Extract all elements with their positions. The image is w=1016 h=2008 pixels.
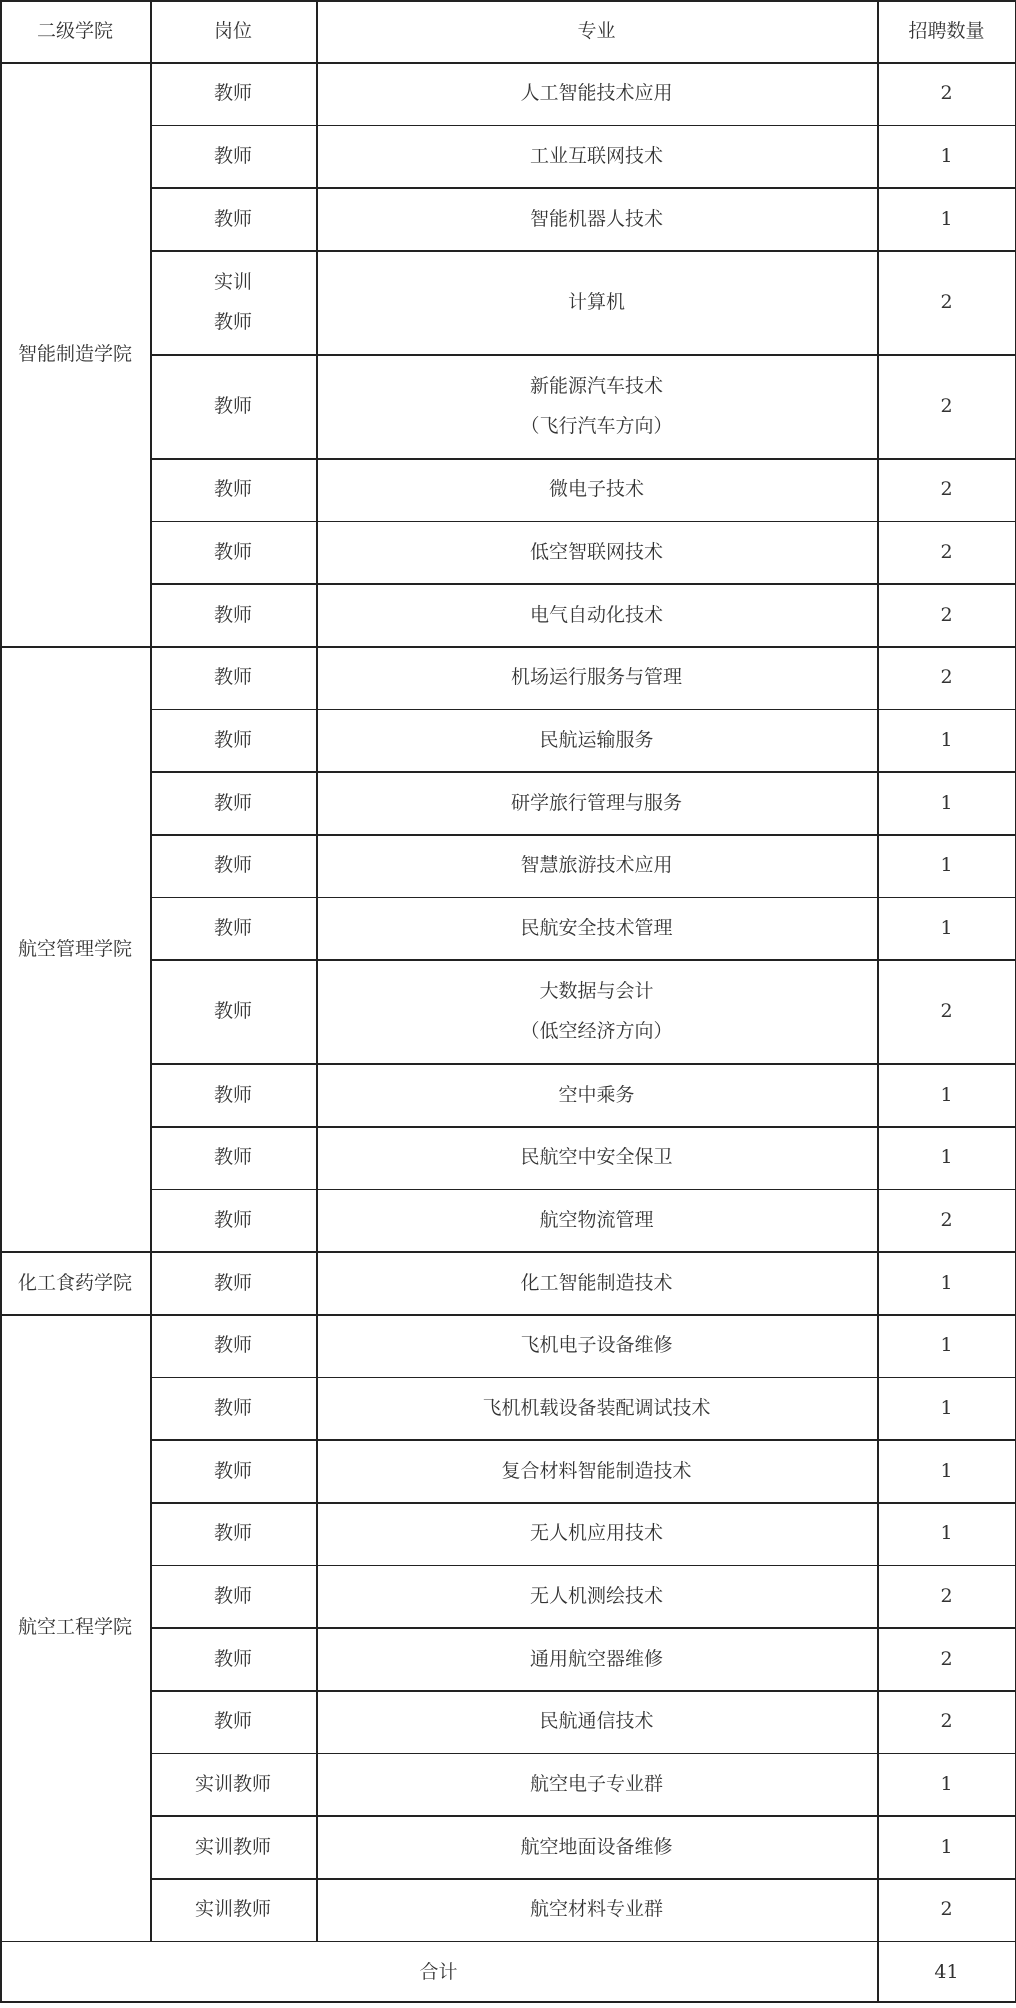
count-cell-text: 1 xyxy=(940,917,953,940)
major-cell xyxy=(316,1189,877,1252)
major-cell-text: 电气自动化技术 xyxy=(529,603,663,626)
major-cell-text: 航空电子专业群 xyxy=(529,1773,663,1796)
position-cell xyxy=(150,1502,316,1565)
major-cell xyxy=(316,62,877,125)
major-cell-text: 民航安全技术管理 xyxy=(520,917,673,940)
count-cell-text: 1 xyxy=(940,1397,953,1420)
major-cell-text: 智能机器人技术 xyxy=(529,207,663,230)
position-cell xyxy=(150,1878,316,1941)
count-cell xyxy=(877,187,1016,250)
major-cell-text: 微电子技术 xyxy=(548,478,644,501)
position-cell xyxy=(150,771,316,834)
position-cell xyxy=(150,1565,316,1628)
count-cell-text: 1 xyxy=(940,1773,953,1796)
major-cell-text: 化工智能制造技术 xyxy=(520,1271,673,1294)
major-cell xyxy=(316,1126,877,1189)
header-major-text: 专业 xyxy=(577,20,616,42)
total-label xyxy=(0,1941,877,2003)
major-cell-text: 无人机应用技术 xyxy=(529,1522,663,1545)
major-cell xyxy=(316,458,877,521)
count-cell xyxy=(877,1189,1016,1252)
position-cell xyxy=(150,1063,316,1126)
count-cell xyxy=(877,1565,1016,1628)
position-cell xyxy=(150,959,316,1063)
position-cell-text: 教师 xyxy=(213,791,252,814)
position-cell-text: 教师 xyxy=(213,1000,252,1023)
major-cell xyxy=(316,1377,877,1440)
major-cell xyxy=(316,897,877,960)
col-divider-position xyxy=(316,0,318,1941)
count-cell xyxy=(877,1377,1016,1440)
count-cell xyxy=(877,1753,1016,1816)
position-cell-text: 教师 xyxy=(213,1710,252,1733)
count-cell-text: 2 xyxy=(940,291,953,313)
position-cell-text: 教师 xyxy=(213,478,252,501)
major-cell xyxy=(316,583,877,646)
count-cell xyxy=(877,583,1016,646)
header-major xyxy=(316,0,877,62)
count-cell xyxy=(877,1063,1016,1126)
position-cell xyxy=(150,646,316,709)
position-cell xyxy=(150,1690,316,1753)
count-cell xyxy=(877,1690,1016,1753)
major-cell-text: 飞机电子设备维修 xyxy=(520,1334,673,1357)
major-cell-text: 研学旅行管理与服务 xyxy=(510,791,682,814)
position-cell-text: 教师 xyxy=(213,1083,252,1106)
major-cell xyxy=(316,125,877,188)
position-cell xyxy=(150,1377,316,1440)
major-cell xyxy=(316,646,877,709)
college-cell-text: 航空管理学院 xyxy=(17,937,132,960)
position-cell xyxy=(150,1251,316,1314)
position-cell-text: 实训 xyxy=(213,271,252,293)
count-cell-text: 2 xyxy=(940,395,953,417)
count-cell xyxy=(877,1251,1016,1314)
position-cell-text: 教师 xyxy=(213,1146,252,1169)
major-cell xyxy=(316,1565,877,1628)
header-college xyxy=(0,0,150,62)
total-count-text: 41 xyxy=(934,1960,959,1983)
position-cell xyxy=(150,1753,316,1816)
col-divider-major xyxy=(877,0,879,2003)
position-cell xyxy=(150,1439,316,1502)
position-cell-text: 教师 xyxy=(213,603,252,626)
count-cell-text: 2 xyxy=(940,1209,953,1232)
position-cell-text: 教师 xyxy=(213,1459,252,1482)
count-cell xyxy=(877,1815,1016,1878)
position-cell xyxy=(150,1314,316,1377)
count-cell-text: 1 xyxy=(940,791,953,814)
major-cell-text: 人工智能技术应用 xyxy=(520,82,673,105)
position-cell-text: 教师 xyxy=(213,917,252,940)
count-cell xyxy=(877,1627,1016,1690)
count-cell-text: 2 xyxy=(940,1710,953,1733)
position-cell-text: 教师 xyxy=(213,1397,252,1420)
major-cell-text: 民航运输服务 xyxy=(539,729,654,752)
major-cell-text: 工业互联网技术 xyxy=(529,144,663,167)
col-divider-college xyxy=(150,0,152,1941)
count-cell-text: 1 xyxy=(940,729,953,752)
count-cell-text: 2 xyxy=(940,1647,953,1670)
position-cell-text: 教师 xyxy=(213,854,252,877)
major-cell xyxy=(316,834,877,897)
count-cell xyxy=(877,1878,1016,1941)
count-cell xyxy=(877,771,1016,834)
count-cell-text: 1 xyxy=(940,1522,953,1545)
position-cell-text: 教师 xyxy=(213,1647,252,1670)
college-cell-text: 智能制造学院 xyxy=(17,343,132,365)
major-cell-text: （低空经济方向） xyxy=(520,1020,673,1043)
major-cell-text: 航空物流管理 xyxy=(539,1209,654,1232)
position-cell-text: 教师 xyxy=(213,666,252,689)
table-border-bottom xyxy=(0,2001,1016,2003)
count-cell-text: 2 xyxy=(940,478,953,501)
major-cell xyxy=(316,354,877,458)
position-cell xyxy=(150,1126,316,1189)
count-cell xyxy=(877,521,1016,584)
header-position xyxy=(150,0,316,62)
total-count xyxy=(877,1941,1016,2003)
position-cell xyxy=(150,250,316,354)
position-cell xyxy=(150,354,316,458)
college-cell-text: 化工食药学院 xyxy=(17,1271,132,1294)
major-cell-text: 民航空中安全保卫 xyxy=(520,1146,673,1169)
count-cell-text: 1 xyxy=(940,854,953,877)
major-cell xyxy=(316,959,877,1063)
total-label-text: 合计 xyxy=(419,1960,458,1983)
major-cell xyxy=(316,1314,877,1377)
major-cell xyxy=(316,187,877,250)
position-cell xyxy=(150,521,316,584)
major-cell-text: 飞机机载设备装配调试技术 xyxy=(482,1397,711,1420)
major-cell xyxy=(316,1878,877,1941)
count-cell-text: 2 xyxy=(940,666,953,689)
college-cell xyxy=(0,62,150,646)
position-cell-text: 教师 xyxy=(213,395,252,417)
major-cell-text: 复合材料智能制造技术 xyxy=(501,1459,692,1482)
major-cell xyxy=(316,1690,877,1753)
major-cell xyxy=(316,250,877,354)
major-cell-text: 民航通信技术 xyxy=(539,1710,654,1733)
major-cell xyxy=(316,1439,877,1502)
count-cell-text: 1 xyxy=(940,1459,953,1482)
position-cell-text: 教师 xyxy=(213,207,252,230)
count-cell xyxy=(877,354,1016,458)
major-cell-text: 机场运行服务与管理 xyxy=(510,666,682,689)
count-cell xyxy=(877,62,1016,125)
position-cell-text: 教师 xyxy=(213,1209,252,1232)
major-cell xyxy=(316,1063,877,1126)
header-count-text: 招聘数量 xyxy=(908,20,985,42)
position-cell xyxy=(150,125,316,188)
header-count xyxy=(877,0,1016,62)
position-cell xyxy=(150,834,316,897)
college-cell xyxy=(0,646,150,1251)
major-cell xyxy=(316,1815,877,1878)
position-cell xyxy=(150,187,316,250)
position-cell xyxy=(150,62,316,125)
count-cell xyxy=(877,1439,1016,1502)
count-cell xyxy=(877,1126,1016,1189)
major-cell-text: 航空地面设备维修 xyxy=(520,1835,673,1858)
position-cell xyxy=(150,897,316,960)
count-cell xyxy=(877,250,1016,354)
count-cell xyxy=(877,125,1016,188)
major-cell xyxy=(316,1502,877,1565)
count-cell-text: 1 xyxy=(940,1835,953,1858)
major-cell xyxy=(316,1627,877,1690)
header-position-text: 岗位 xyxy=(213,20,252,42)
position-cell-text: 教师 xyxy=(213,541,252,563)
major-cell-text: （飞行汽车方向） xyxy=(520,415,673,437)
count-cell xyxy=(877,834,1016,897)
position-cell xyxy=(150,1627,316,1690)
major-cell xyxy=(316,1753,877,1816)
count-cell xyxy=(877,646,1016,709)
major-cell-text: 新能源汽车技术 xyxy=(529,375,663,397)
count-cell-text: 2 xyxy=(940,1585,953,1608)
position-cell-text: 教师 xyxy=(213,1585,252,1608)
position-cell-text: 实训教师 xyxy=(194,1898,271,1921)
position-cell-text: 教师 xyxy=(213,144,252,167)
major-cell xyxy=(316,521,877,584)
major-cell-text: 计算机 xyxy=(567,291,625,313)
position-cell xyxy=(150,458,316,521)
count-cell-text: 1 xyxy=(940,1334,953,1357)
position-cell-text: 教师 xyxy=(213,1522,252,1545)
position-cell xyxy=(150,1815,316,1878)
major-cell-text: 通用航空器维修 xyxy=(529,1647,663,1670)
count-cell xyxy=(877,959,1016,1063)
count-cell-text: 1 xyxy=(940,144,953,167)
count-cell xyxy=(877,709,1016,772)
position-cell-text: 教师 xyxy=(213,729,252,752)
major-cell xyxy=(316,1251,877,1314)
header-college-text: 二级学院 xyxy=(36,20,113,42)
count-cell xyxy=(877,1314,1016,1377)
count-cell-text: 1 xyxy=(940,207,953,230)
major-cell xyxy=(316,771,877,834)
count-cell-text: 2 xyxy=(940,1000,953,1023)
major-cell-text: 大数据与会计 xyxy=(539,980,654,1003)
count-cell-text: 2 xyxy=(940,603,953,626)
position-cell xyxy=(150,583,316,646)
count-cell xyxy=(877,1502,1016,1565)
major-cell xyxy=(316,709,877,772)
major-cell-text: 空中乘务 xyxy=(558,1083,635,1106)
major-cell-text: 低空智联网技术 xyxy=(529,541,663,563)
position-cell-text: 教师 xyxy=(213,311,252,333)
position-cell-text: 实训教师 xyxy=(194,1835,271,1858)
position-cell xyxy=(150,1189,316,1252)
position-cell xyxy=(150,709,316,772)
count-cell-text: 1 xyxy=(940,1083,953,1106)
count-cell-text: 2 xyxy=(940,541,953,563)
count-cell-text: 1 xyxy=(940,1271,953,1294)
position-cell-text: 教师 xyxy=(213,1271,252,1294)
count-cell-text: 2 xyxy=(940,82,953,105)
count-cell-text: 2 xyxy=(940,1898,953,1921)
position-cell-text: 教师 xyxy=(213,1334,252,1357)
college-cell xyxy=(0,1314,150,1941)
major-cell-text: 智慧旅游技术应用 xyxy=(520,854,673,877)
college-cell-text: 航空工程学院 xyxy=(17,1616,132,1639)
major-cell-text: 航空材料专业群 xyxy=(529,1898,663,1921)
count-cell xyxy=(877,897,1016,960)
count-cell-text: 1 xyxy=(940,1146,953,1169)
position-cell-text: 教师 xyxy=(213,82,252,105)
table-border-left xyxy=(0,0,2,2003)
count-cell xyxy=(877,458,1016,521)
college-cell xyxy=(0,1251,150,1314)
major-cell-text: 无人机测绘技术 xyxy=(529,1585,663,1608)
position-cell-text: 实训教师 xyxy=(194,1773,271,1796)
